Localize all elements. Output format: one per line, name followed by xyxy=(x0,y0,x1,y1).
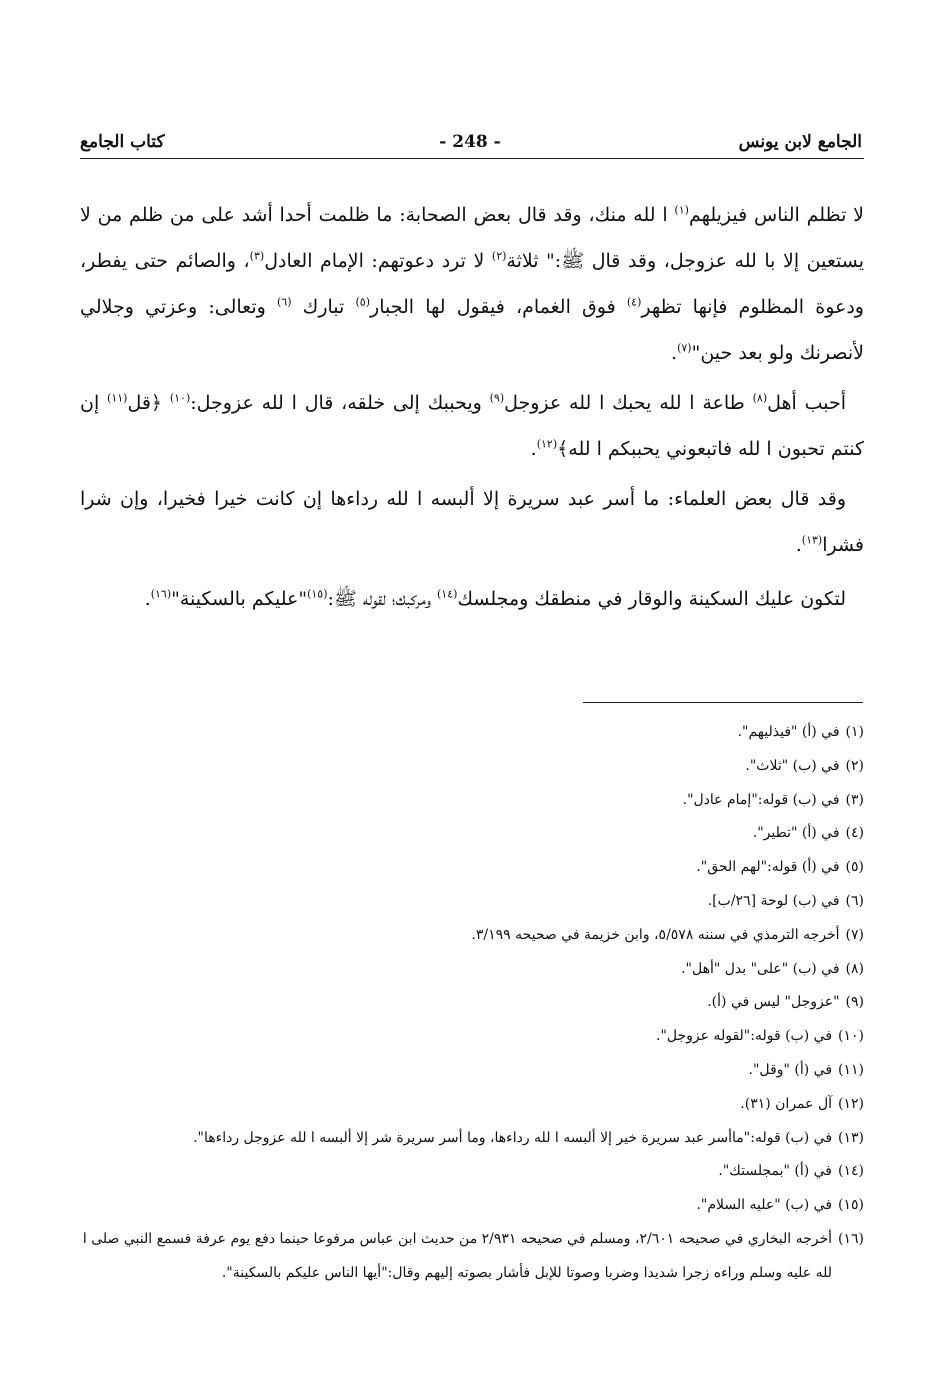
footnote-number: (١) xyxy=(845,724,864,740)
footnote-marker[interactable]: (٧) xyxy=(677,341,692,355)
footnote-number: (٢) xyxy=(845,757,864,774)
text-run: "عليكم بالسكينة" xyxy=(171,588,308,610)
text-run: ومركبك؛ لقوله ﷺ: xyxy=(327,588,437,610)
text-run: أحبب أهل xyxy=(767,392,846,414)
text-run: وقد قال بعض العلماء: ما أسر عبد سريرة إلا ألبسه ا لله رداءها إن كانت خيرا فخيرا، وإن شرا فشرا xyxy=(80,488,864,556)
footnote-text: أخرجه البخاري في صحيحه ٢/٦٠١، ومسلم في صحيحه ٢/٩٣١ من حديث ابن عباس مرفوعا حينما دفع يوم عرفة فسمع النبي صلى ا لله عليه وسلم وراءه زجرا شديدا وضربا وصوتا للإبل فأشار بصوته إليهم وقال:"أيها الناس عليكم بالسكينة". xyxy=(82,1230,833,1281)
chapter-title: كتاب الجامع xyxy=(80,132,165,152)
footnote-item xyxy=(80,750,864,784)
footnote-number: (١٣) xyxy=(838,1129,864,1146)
footnote-marker[interactable]: (١١) xyxy=(107,391,128,405)
footnote-text: في (ب) "ثلاث". xyxy=(745,757,840,774)
footnote-marker[interactable]: (١٦) xyxy=(150,587,172,601)
footnote-marker[interactable]: (٦) xyxy=(276,295,292,309)
footnote-text: في (ب) قوله:"إمام عادل". xyxy=(682,791,840,808)
footnote-number: (١٤) xyxy=(838,1163,864,1180)
paragraph-3 xyxy=(80,476,864,568)
footnote-item xyxy=(80,885,864,919)
footnote-number: (١٠) xyxy=(838,1028,864,1045)
paragraph-1 xyxy=(80,192,864,376)
paragraph-4 xyxy=(80,576,864,622)
footnote-text: "عزوجل" ليس في (أ). xyxy=(707,994,840,1011)
footnote-number: (٧) xyxy=(845,926,864,943)
footnote-marker[interactable]: (١٤) xyxy=(437,587,458,601)
text-run: لتكون عليك السكينة والوقار في منطقك ومجلسك xyxy=(457,588,846,610)
footnote-marker[interactable]: (١) xyxy=(674,203,689,217)
footnote-text: آل عمران (٣١). xyxy=(740,1095,833,1112)
footnote-number: (١٦) xyxy=(838,1230,864,1247)
text-run: . xyxy=(795,534,802,556)
footnote-text: أخرجه الترمذي في سننه ٥/٥٧٨، وابن خزيمة في صحيحه ٣/١٩٩. xyxy=(471,926,840,943)
footnote-text: في (ب) "عليه السلام". xyxy=(696,1197,833,1214)
footnote-number: (١٥) xyxy=(838,1197,864,1214)
footnote-marker[interactable]: (١٢) xyxy=(536,437,558,451)
footnote-text: في (أ) "فيذليهم". xyxy=(737,724,840,740)
text-run: لا تظلم الناس فيزيلهم xyxy=(688,204,865,226)
footnote-text: في (ب) "على" بدل "أهل". xyxy=(681,960,840,977)
footnote-item xyxy=(80,1189,864,1223)
footnote-marker[interactable]: (٢) xyxy=(491,249,507,263)
footnote-text: في (ب) قوله:"ماأسر عبد سريرة خير إلا ألبسه ا لله رداءها، وما أسر سريرة شر إلا ألبسه ا لله عزوجل رداءها". xyxy=(193,1129,833,1146)
text-run: فوق الغمام، فيقول لها الجبار xyxy=(370,296,627,318)
text-run: . xyxy=(144,588,151,610)
footnote-text: في (أ) "بمجلستك". xyxy=(718,1163,833,1180)
footnotes xyxy=(80,716,864,1291)
footnote-text: في (أ) "تطير". xyxy=(752,825,840,842)
text-run: . xyxy=(530,438,537,460)
footnote-item xyxy=(80,1223,864,1291)
text-run: لا ترد دعوتهم: الإمام العادل xyxy=(264,250,492,272)
text-run: . xyxy=(671,342,678,364)
main-text xyxy=(80,192,864,622)
footnote-number: (٩) xyxy=(845,994,864,1011)
footnote-number: (٦) xyxy=(845,892,864,909)
footnote-divider xyxy=(583,702,863,703)
footnote-item xyxy=(80,919,864,953)
book-title: الجامع لابن يونس xyxy=(738,132,862,152)
footnote-number: (٤) xyxy=(845,825,864,842)
footnote-marker[interactable]: (١٠) xyxy=(169,391,191,405)
footnote-item xyxy=(80,1122,864,1156)
running-header xyxy=(80,128,862,158)
footnote-marker[interactable]: (١٣) xyxy=(801,533,823,547)
footnote-marker[interactable]: (٣) xyxy=(249,249,265,263)
footnote-marker[interactable]: (٥) xyxy=(355,295,371,309)
footnote-item xyxy=(80,953,864,987)
text-run: تبارك xyxy=(291,296,356,318)
footnote-item xyxy=(80,851,864,885)
text-run: ﴿قل xyxy=(127,392,170,414)
footnote-number: (١٢) xyxy=(838,1095,864,1112)
footnote-text: في (أ) قوله:"لهم الحق". xyxy=(696,859,840,876)
footnote-item xyxy=(80,1088,864,1122)
footnote-number: (٣) xyxy=(845,791,864,808)
text-run: طاعة ا لله يحبك ا لله عزوجل xyxy=(504,392,753,414)
footnote-marker[interactable]: (١٥) xyxy=(307,587,328,601)
footnote-item xyxy=(80,784,864,818)
page-number: - 248 - xyxy=(439,132,501,152)
text-run: ، والصائم حتى يفطر، ودعوة المظلوم فإنها تظهر xyxy=(80,250,864,318)
text-run: إن كنتم تحبون ا لله فاتبعوني يحببكم ا لله﴾ xyxy=(80,392,864,460)
footnote-item xyxy=(80,1054,864,1088)
footnote-number: (٥) xyxy=(845,859,864,876)
footnote-text: في (أ) "وقل". xyxy=(748,1061,833,1078)
text-run: وتعالى: وعزتي وجلالي لأنصرنك ولو بعد حين" xyxy=(80,296,864,364)
footnote-item xyxy=(80,1155,864,1189)
footnote-marker[interactable]: (٩) xyxy=(489,391,505,405)
footnote-item xyxy=(80,817,864,851)
footnote-item xyxy=(80,986,864,1020)
footnote-number: (١١) xyxy=(838,1061,864,1078)
footnote-text: في (ب) لوحة [٢٦/ب]. xyxy=(707,892,840,909)
footnote-text: في (ب) قوله:"لقوله عزوجل". xyxy=(656,1028,833,1045)
header-divider xyxy=(80,158,864,159)
text-run: ويحببك إلى خلقه، قال ا لله عزوجل: xyxy=(190,392,490,414)
text-run: ا لله منك، وقد قال بعض الصحابة: ما ظلمت أحدا أشد على من ظلم من لا يستعين إلا با لله عزوجل، وقد قال ﷺ:" ثلاثة xyxy=(80,204,865,272)
footnote-item xyxy=(80,716,864,750)
footnote-marker[interactable]: (٤) xyxy=(626,295,642,309)
footnote-item xyxy=(80,1020,864,1054)
paragraph-2 xyxy=(80,380,864,472)
footnote-marker[interactable]: (٨) xyxy=(752,391,768,405)
footnote-number: (٨) xyxy=(845,960,864,977)
